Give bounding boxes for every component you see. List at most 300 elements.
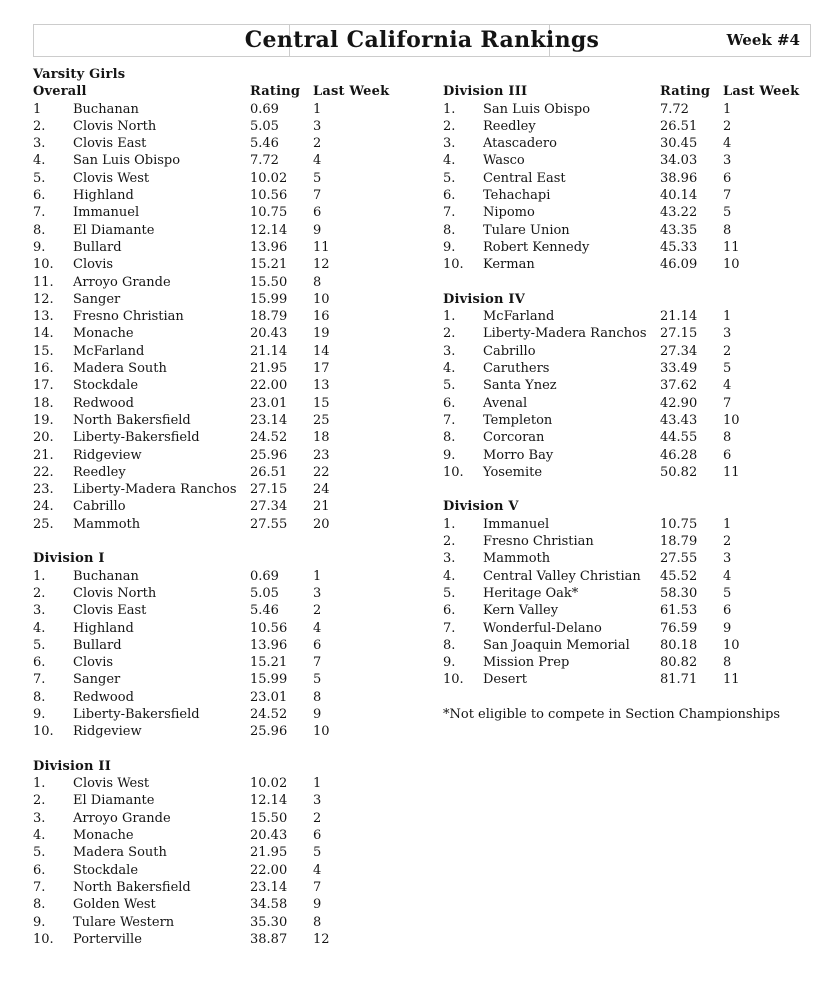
last-week-cell: 8	[313, 274, 322, 290]
footnote: *Not eligible to compete in Section Championships	[443, 706, 781, 722]
rank-cell: 6.	[33, 188, 46, 204]
table-row	[33, 914, 443, 931]
table-row	[33, 827, 443, 844]
ranking-table-division-iii	[443, 83, 823, 273]
rating-cell: 15.50	[250, 274, 288, 290]
table-row	[33, 429, 443, 446]
team-cell: San Luis Obispo	[73, 153, 181, 169]
team-cell: Corcoran	[483, 430, 545, 446]
rank-cell: 9.	[33, 239, 46, 255]
team-cell: Highland	[73, 188, 134, 204]
rank-cell: 1.	[443, 309, 456, 325]
rating-cell: 25.96	[250, 447, 288, 463]
team-cell: Ridgeview	[73, 724, 142, 740]
rank-cell: 10.	[33, 257, 54, 273]
table-row	[33, 896, 443, 913]
rank-cell: 3.	[443, 136, 456, 152]
rating-cell: 10.56	[250, 620, 288, 636]
team-cell: Clovis North	[73, 585, 157, 601]
rank-cell: 11.	[33, 274, 54, 290]
rating-cell: 5.46	[250, 603, 279, 619]
rating-cell: 27.15	[660, 326, 698, 342]
rating-cell: 23.14	[250, 879, 288, 895]
table-header-row	[33, 550, 443, 567]
table-row	[443, 170, 823, 187]
team-cell: Santa Ynez	[483, 378, 557, 394]
table-row	[443, 204, 823, 221]
team-cell: Arroyo Grande	[73, 810, 171, 826]
last-week-cell: 6	[313, 637, 322, 653]
rating-cell: 0.69	[250, 568, 279, 584]
rank-cell: 1.	[33, 776, 46, 792]
table-rows	[33, 568, 443, 741]
team-cell: Wasco	[483, 153, 525, 169]
table-row	[33, 135, 443, 152]
rating-cell: 35.30	[250, 914, 288, 930]
team-cell: Monache	[73, 326, 134, 342]
table-row	[33, 689, 443, 706]
rating-cell: 34.03	[660, 153, 698, 169]
team-cell: Monache	[73, 828, 134, 844]
rating-cell: 81.71	[660, 672, 698, 688]
rank-cell: 8.	[443, 637, 456, 653]
rating-cell: 27.34	[250, 499, 288, 515]
rating-column-header: Rating	[660, 84, 711, 100]
rank-cell: 10.	[443, 672, 464, 688]
table-row	[33, 671, 443, 688]
page-title: Central California Rankings	[244, 27, 600, 53]
rating-cell: 7.72	[250, 153, 279, 169]
team-cell: Tehachapi	[483, 188, 551, 204]
rating-cell: 34.58	[250, 897, 288, 913]
table-row	[33, 325, 443, 342]
rank-cell: 10.	[33, 931, 54, 947]
team-cell: Immanuel	[483, 516, 550, 532]
table-row	[443, 395, 823, 412]
rating-cell: 40.14	[660, 188, 698, 204]
table-row	[33, 568, 443, 585]
team-cell: Tulare Western	[73, 914, 175, 930]
rating-cell: 58.30	[660, 585, 698, 601]
team-cell: Morro Bay	[483, 447, 554, 463]
rank-cell: 20.	[33, 430, 54, 446]
last-week-cell: 8	[313, 914, 322, 930]
team-cell: Fresno Christian	[73, 309, 184, 325]
team-cell: Clovis	[73, 257, 114, 273]
rating-cell: 46.09	[660, 257, 698, 273]
last-week-cell: 7	[723, 395, 732, 411]
rating-cell: 23.01	[250, 395, 288, 411]
rank-cell: 19.	[33, 412, 54, 428]
table-row	[33, 879, 443, 896]
table-row	[443, 464, 823, 481]
last-week-cell: 18	[313, 430, 330, 446]
rating-cell: 80.82	[660, 655, 698, 671]
table-row	[33, 101, 443, 118]
rating-cell: 23.01	[250, 689, 288, 705]
table-row	[33, 343, 443, 360]
table-title: Division II	[33, 758, 111, 774]
rank-cell: 25.	[33, 516, 54, 532]
rating-cell: 18.79	[660, 534, 698, 550]
team-cell: Buchanan	[73, 568, 139, 584]
team-cell: Bullard	[73, 239, 122, 255]
rank-cell: 8.	[33, 689, 46, 705]
last-week-cell: 5	[723, 205, 732, 221]
table-title: Division III	[443, 84, 528, 100]
table-row	[33, 222, 443, 239]
last-week-cell: 16	[313, 309, 330, 325]
rating-cell: 43.35	[660, 222, 698, 238]
last-week-cell: 24	[313, 482, 330, 498]
table-row	[33, 654, 443, 671]
table-row	[33, 118, 443, 135]
table-row	[33, 308, 443, 325]
last-week-cell: 8	[723, 430, 732, 446]
table-row	[443, 239, 823, 256]
last-week-cell: 4	[723, 136, 732, 152]
table-row	[33, 844, 443, 861]
table-row	[33, 377, 443, 394]
rating-cell: 15.50	[250, 810, 288, 826]
rating-cell: 30.45	[660, 136, 698, 152]
table-header-row	[443, 83, 823, 100]
table-row	[33, 170, 443, 187]
team-cell: Avenal	[483, 395, 528, 411]
rank-cell: 2.	[443, 534, 456, 550]
table-row	[443, 377, 823, 394]
rating-cell: 26.51	[250, 464, 288, 480]
rating-cell: 0.69	[250, 101, 279, 117]
rank-cell: 3.	[33, 136, 46, 152]
rank-cell: 4.	[443, 153, 456, 169]
rank-cell: 1.	[443, 516, 456, 532]
team-cell: Clovis West	[73, 776, 150, 792]
rank-cell: 8.	[443, 222, 456, 238]
table-row	[443, 256, 823, 273]
rank-cell: 4.	[33, 153, 46, 169]
table-row	[443, 101, 823, 118]
team-cell: Atascadero	[483, 136, 557, 152]
rating-cell: 45.52	[660, 568, 698, 584]
team-cell: Stockdale	[73, 378, 139, 394]
rank-cell: 6.	[33, 655, 46, 671]
team-cell: Robert Kennedy	[483, 239, 590, 255]
team-cell: Redwood	[73, 395, 134, 411]
table-row	[443, 620, 823, 637]
rating-cell: 25.96	[250, 724, 288, 740]
rating-cell: 10.02	[250, 776, 288, 792]
table-row	[443, 222, 823, 239]
table-title: Division I	[33, 551, 105, 567]
team-cell: Buchanan	[73, 101, 139, 117]
rank-cell: 9.	[443, 447, 456, 463]
rank-cell: 4.	[33, 828, 46, 844]
last-week-cell: 3	[313, 585, 322, 601]
last-week-cell: 9	[313, 222, 322, 238]
rank-cell: 14.	[33, 326, 54, 342]
team-cell: Templeton	[483, 412, 553, 428]
table-row	[33, 152, 443, 169]
team-cell: Immanuel	[73, 205, 140, 221]
rating-cell: 7.72	[660, 101, 689, 117]
rank-cell: 23.	[33, 482, 54, 498]
team-cell: Madera South	[73, 361, 167, 377]
table-row	[33, 498, 443, 515]
rank-cell: 7.	[443, 412, 456, 428]
rank-cell: 3.	[443, 551, 456, 567]
table-row	[443, 585, 823, 602]
team-cell: Heritage Oak*	[483, 585, 579, 601]
team-cell: North Bakersfield	[73, 879, 191, 895]
rank-cell: 5.	[33, 170, 46, 186]
last-week-cell: 3	[723, 153, 732, 169]
table-row	[33, 187, 443, 204]
rating-cell: 21.95	[250, 361, 288, 377]
rating-cell: 50.82	[660, 464, 698, 480]
last-week-cell: 5	[723, 585, 732, 601]
rating-cell: 18.79	[250, 309, 288, 325]
team-cell: Clovis	[73, 655, 114, 671]
rating-cell: 5.46	[250, 136, 279, 152]
rank-cell: 24.	[33, 499, 54, 515]
table-header-row	[33, 758, 443, 775]
last-week-cell: 7	[313, 188, 322, 204]
team-cell: Central Valley Christian	[483, 568, 641, 584]
table-row	[443, 360, 823, 377]
team-cell: Sanger	[73, 672, 121, 688]
rank-cell: 1	[33, 101, 42, 117]
rating-cell: 27.55	[250, 516, 288, 532]
table-row	[33, 481, 443, 498]
team-cell: Mission Prep	[483, 655, 570, 671]
last-week-column-header: Last Week	[723, 84, 800, 100]
last-week-cell: 3	[723, 551, 732, 567]
table-row	[33, 516, 443, 533]
table-row	[443, 412, 823, 429]
last-week-cell: 21	[313, 499, 330, 515]
rank-cell: 9.	[33, 914, 46, 930]
left-tables	[33, 83, 443, 948]
rating-cell: 15.21	[250, 257, 288, 273]
table-row	[443, 637, 823, 654]
team-cell: Ridgeview	[73, 447, 142, 463]
table-row	[33, 274, 443, 291]
table-row	[443, 602, 823, 619]
table-row	[33, 723, 443, 740]
last-week-cell: 19	[313, 326, 330, 342]
rating-cell: 12.14	[250, 793, 288, 809]
last-week-cell: 5	[313, 672, 322, 688]
last-week-cell: 3	[313, 793, 322, 809]
rating-cell: 76.59	[660, 620, 698, 636]
table-row	[33, 792, 443, 809]
team-cell: Yosemite	[483, 464, 543, 480]
last-week-cell: 5	[723, 361, 732, 377]
rating-cell: 22.00	[250, 862, 288, 878]
last-week-cell: 1	[723, 309, 732, 325]
rank-cell: 9.	[443, 239, 456, 255]
table-title: Overall	[33, 84, 87, 100]
team-cell: San Luis Obispo	[483, 101, 591, 117]
rank-cell: 22.	[33, 464, 54, 480]
team-cell: Clovis North	[73, 118, 157, 134]
category-label: Varsity Girls	[33, 67, 126, 82]
rank-cell: 9.	[443, 655, 456, 671]
team-cell: San Joaquin Memorial	[483, 637, 630, 653]
team-cell: McFarland	[73, 343, 145, 359]
last-week-cell: 1	[723, 101, 732, 117]
rank-cell: 9.	[33, 706, 46, 722]
last-week-cell: 1	[313, 776, 322, 792]
table-row	[443, 654, 823, 671]
team-cell: Golden West	[73, 897, 156, 913]
rating-cell: 27.34	[660, 343, 698, 359]
last-week-cell: 6	[723, 603, 732, 619]
rating-cell: 21.14	[660, 309, 698, 325]
table-title: Division V	[443, 499, 519, 515]
last-week-cell: 5	[313, 170, 322, 186]
rating-cell: 15.99	[250, 672, 288, 688]
last-week-cell: 4	[313, 862, 322, 878]
team-cell: Clovis East	[73, 603, 147, 619]
last-week-cell: 13	[313, 378, 330, 394]
rating-cell: 10.75	[660, 516, 698, 532]
rating-cell: 10.75	[250, 205, 288, 221]
table-row	[33, 706, 443, 723]
team-cell: Caruthers	[483, 361, 550, 377]
table-rows	[443, 516, 823, 689]
team-cell: Clovis East	[73, 136, 147, 152]
last-week-cell: 6	[723, 170, 732, 186]
last-week-cell: 2	[313, 810, 322, 826]
team-cell: Reedley	[483, 118, 536, 134]
last-week-cell: 6	[723, 447, 732, 463]
team-cell: Desert	[483, 672, 527, 688]
rank-cell: 2.	[33, 118, 46, 134]
rank-cell: 13.	[33, 309, 54, 325]
rating-cell: 5.05	[250, 118, 279, 134]
team-cell: Liberty-Bakersfield	[73, 430, 200, 446]
table-row	[443, 533, 823, 550]
team-cell: Cabrillo	[483, 343, 536, 359]
team-cell: Mammoth	[483, 551, 551, 567]
last-week-cell: 8	[313, 689, 322, 705]
team-cell: Wonderful-Delano	[483, 620, 602, 636]
table-rows	[33, 775, 443, 948]
table-header-row	[443, 291, 823, 308]
last-week-cell: 8	[723, 655, 732, 671]
rating-cell: 33.49	[660, 361, 698, 377]
last-week-cell: 2	[723, 343, 732, 359]
last-week-cell: 11	[723, 672, 740, 688]
last-week-cell: 11	[723, 464, 740, 480]
team-cell: Reedley	[73, 464, 126, 480]
rating-cell: 38.96	[660, 170, 698, 186]
table-row	[33, 775, 443, 792]
rank-cell: 6.	[443, 188, 456, 204]
rating-cell: 45.33	[660, 239, 698, 255]
table-row	[33, 585, 443, 602]
rank-cell: 8.	[33, 222, 46, 238]
rank-cell: 1.	[33, 568, 46, 584]
last-week-cell: 20	[313, 516, 330, 532]
team-cell: Mammoth	[73, 516, 141, 532]
last-week-cell: 11	[723, 239, 740, 255]
rating-cell: 37.62	[660, 378, 698, 394]
table-row	[443, 516, 823, 533]
last-week-cell: 9	[313, 897, 322, 913]
rating-cell: 27.55	[660, 551, 698, 567]
table-row	[33, 447, 443, 464]
team-cell: Sanger	[73, 291, 121, 307]
last-week-column-header: Last Week	[313, 84, 390, 100]
last-week-cell: 11	[313, 239, 330, 255]
team-cell: Highland	[73, 620, 134, 636]
table-row	[443, 152, 823, 169]
table-row	[443, 568, 823, 585]
ranking-table-overall	[33, 83, 443, 533]
rating-cell: 43.43	[660, 412, 698, 428]
rating-cell: 12.14	[250, 222, 288, 238]
ranking-table-division-iv	[443, 291, 823, 481]
team-cell: Stockdale	[73, 862, 139, 878]
rating-cell: 80.18	[660, 637, 698, 653]
rank-cell: 4.	[443, 568, 456, 584]
rank-cell: 21.	[33, 447, 54, 463]
last-week-cell: 7	[313, 655, 322, 671]
rating-cell: 10.02	[250, 170, 288, 186]
last-week-cell: 10	[313, 724, 330, 740]
rank-cell: 3.	[33, 603, 46, 619]
last-week-cell: 22	[313, 464, 330, 480]
rating-cell: 10.56	[250, 188, 288, 204]
table-row	[33, 239, 443, 256]
last-week-cell: 1	[313, 568, 322, 584]
team-cell: McFarland	[483, 309, 555, 325]
table-row	[33, 931, 443, 948]
table-row	[443, 187, 823, 204]
last-week-cell: 1	[313, 101, 322, 117]
table-row	[33, 360, 443, 377]
table-row	[33, 412, 443, 429]
table-row	[33, 291, 443, 308]
team-cell: Cabrillo	[73, 499, 126, 515]
table-row	[443, 447, 823, 464]
rank-cell: 7.	[33, 879, 46, 895]
rating-cell: 27.15	[250, 482, 288, 498]
rank-cell: 16.	[33, 361, 54, 377]
team-cell: Fresno Christian	[483, 534, 594, 550]
table-row	[33, 204, 443, 221]
rating-cell: 21.14	[250, 343, 288, 359]
rating-cell: 15.21	[250, 655, 288, 671]
rating-cell: 46.28	[660, 447, 698, 463]
rank-cell: 7.	[443, 620, 456, 636]
rankings-content	[33, 66, 823, 965]
last-week-cell: 6	[313, 828, 322, 844]
rank-cell: 10.	[33, 724, 54, 740]
table-row	[33, 602, 443, 619]
team-cell: Redwood	[73, 689, 134, 705]
last-week-cell: 7	[723, 188, 732, 204]
rank-cell: 4.	[443, 361, 456, 377]
rating-cell: 21.95	[250, 845, 288, 861]
last-week-cell: 4	[313, 153, 322, 169]
last-week-cell: 7	[313, 879, 322, 895]
table-row	[443, 135, 823, 152]
table-row	[443, 118, 823, 135]
